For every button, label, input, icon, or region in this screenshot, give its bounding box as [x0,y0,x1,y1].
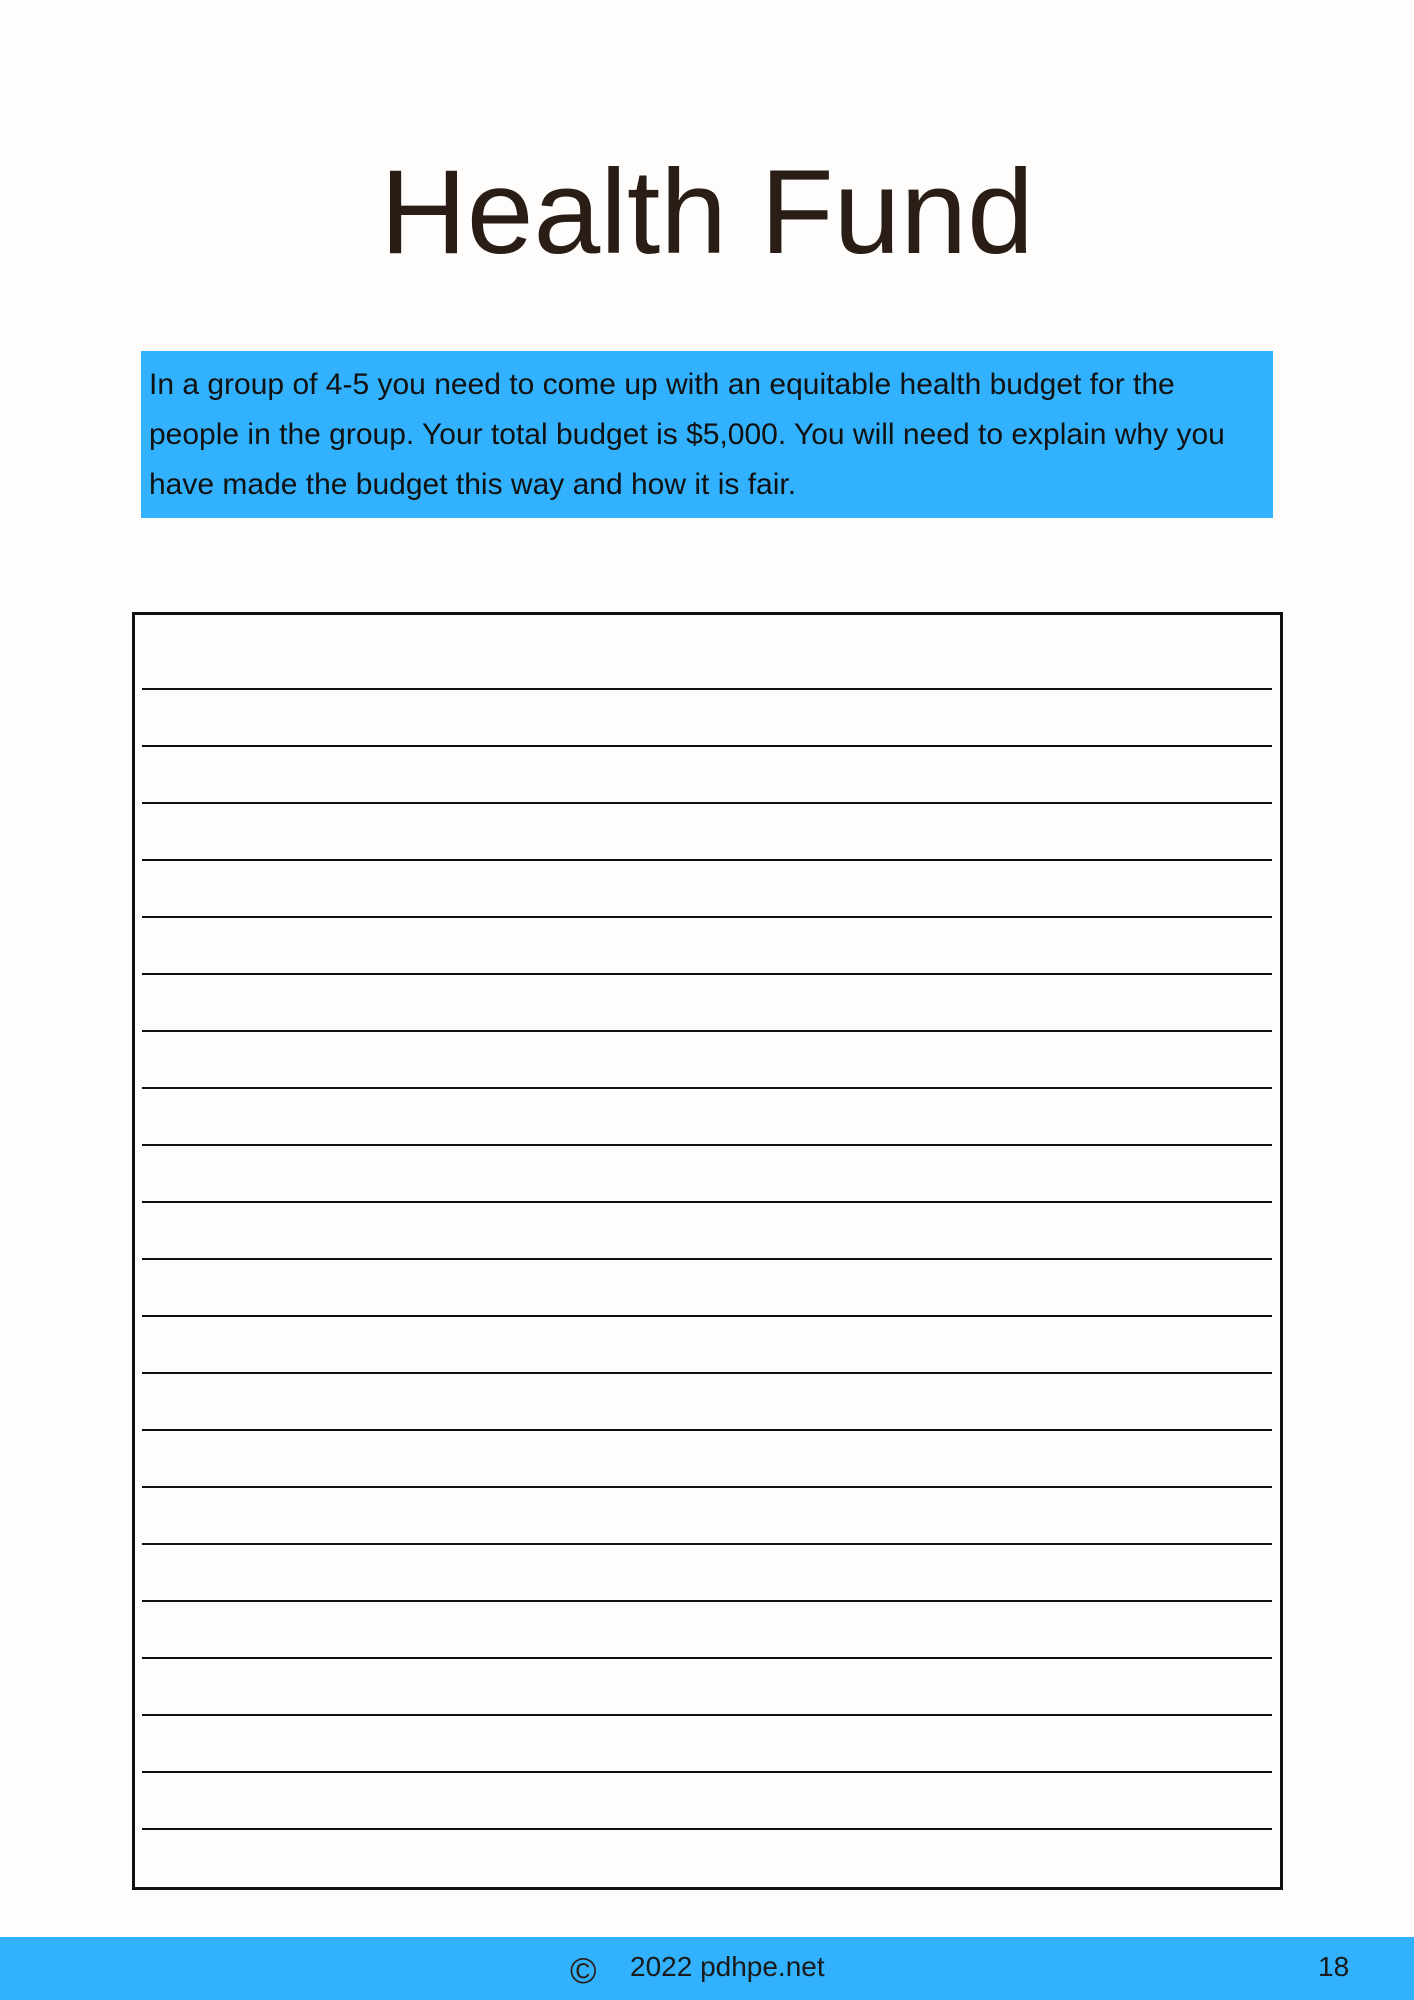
writing-line [142,1828,1272,1830]
writing-line [142,1372,1272,1374]
writing-line [142,1201,1272,1203]
writing-line [142,1771,1272,1773]
writing-area [132,612,1283,1890]
copyright-icon: © [570,1950,597,1991]
writing-line [142,859,1272,861]
instructions-box: In a group of 4-5 you need to come up with an equitable health budget for the people in the group. Your total budget is $5,000. You will need to explain why you have made the budget this way and how it is fair. [141,351,1273,518]
writing-line [142,1600,1272,1602]
writing-line [142,1315,1272,1317]
writing-line [142,1030,1272,1032]
page-title: Health Fund [380,145,1034,279]
footer-bar [0,1937,1414,2000]
footer-copyright-text: 2022 pdhpe.net [630,1951,825,1982]
writing-line [142,973,1272,975]
writing-line [142,916,1272,918]
writing-line [142,1714,1272,1716]
writing-line [142,688,1272,690]
writing-line [142,745,1272,747]
writing-line [142,1258,1272,1260]
writing-line [142,1087,1272,1089]
page-number: 18 [1318,1951,1350,1982]
writing-line [142,1486,1272,1488]
writing-line [142,1543,1272,1545]
writing-line [142,1144,1272,1146]
writing-line [142,1429,1272,1431]
writing-line [142,802,1272,804]
writing-line [142,1657,1272,1659]
